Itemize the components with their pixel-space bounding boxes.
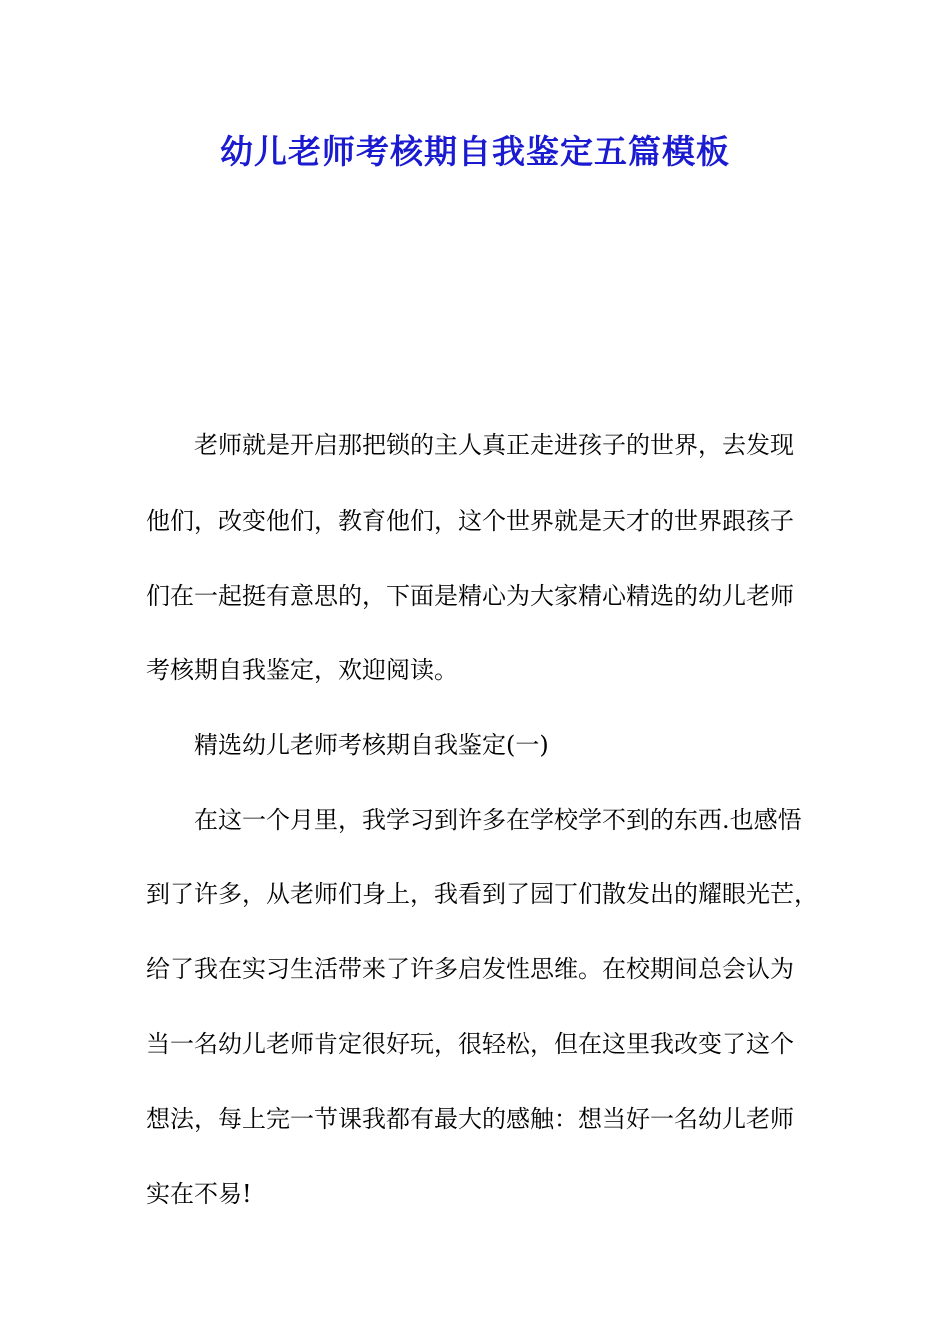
paragraph-line: 在这一个月里，我学习到许多在学校学不到的东西.也感悟 xyxy=(194,806,802,834)
paragraph-line: 考核期自我鉴定，欢迎阅读。 xyxy=(146,656,458,684)
paragraph-line: 实在不易! xyxy=(146,1180,252,1208)
paragraph-line: 想法，每上完一节课我都有最大的感触：想当好一名幼儿老师 xyxy=(146,1105,794,1133)
document-title: 幼儿老师考核期自我鉴定五篇模板 xyxy=(220,132,730,171)
paragraph-line: 给了我在实习生活带来了许多启发性思维。在校期间总会认为 xyxy=(146,955,794,983)
paragraph-line: 当一名幼儿老师肯定很好玩，很轻松，但在这里我改变了这个 xyxy=(146,1030,794,1058)
paragraph-line: 到了许多，从老师们身上，我看到了园丁们散发出的耀眼光芒， xyxy=(146,880,818,908)
paragraph-line: 老师就是开启那把锁的主人真正走进孩子的世界，去发现 xyxy=(194,431,794,459)
paragraph-line: 们在一起挺有意思的，下面是精心为大家精心精选的幼儿老师 xyxy=(146,582,794,610)
paragraph-line: 他们，改变他们，教育他们，这个世界就是天才的世界跟孩子 xyxy=(146,507,794,535)
section-heading: 精选幼儿老师考核期自我鉴定(一) xyxy=(194,731,549,759)
